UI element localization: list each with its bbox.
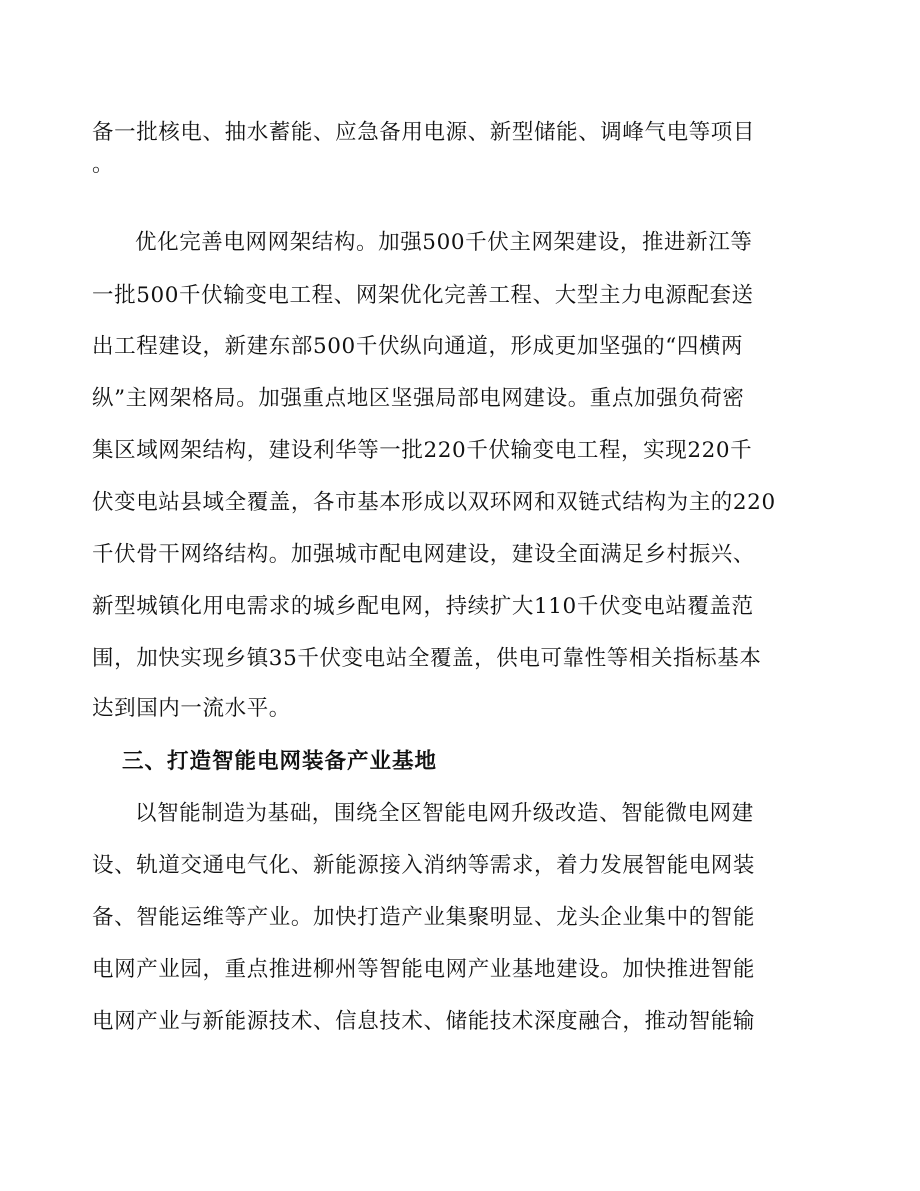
paragraph-line: 伏变电站县域全覆盖，各市基本形成以双环网和双链式结构为主的220 (92, 490, 776, 515)
paragraph-line: 一批500千伏输变电工程、网架优化完善工程、大型主力电源配套送 (92, 283, 754, 308)
paragraph-line: 纵”主网架格局。加强重点地区坚强局部电网建设。重点加强负荷密 (92, 386, 745, 411)
paragraph-line: 电网产业园，重点推进柳州等智能电网产业基地建设。加快推进智能 (92, 957, 756, 982)
paragraph-line: 达到国内一流水平。 (92, 696, 291, 721)
paragraph-line: 备一批核电、抽水蓄能、应急备用电源、新型储能、调峰气电等项目 (92, 120, 756, 145)
paragraph-line: 设、轨道交通电气化、新能源接入消纳等需求，着力发展智能电网装 (92, 853, 756, 878)
paragraph-line: 备、智能运维等产业。加快打造产业集聚明显、龙头企业集中的智能 (92, 905, 756, 930)
paragraph-line: 出工程建设，新建东部500千伏纵向通道，形成更加坚强的“四横两 (92, 334, 744, 359)
paragraph-line: 集区域网架结构，建设利华等一批220千伏输变电工程，实现220千 (92, 438, 753, 463)
paragraph-line: 新型城镇化用电需求的城乡配电网，持续扩大110千伏变电站覆盖范 (92, 594, 754, 619)
paragraph-line: 千伏骨干网络结构。加强城市配电网建设，建设全面满足乡村振兴、 (92, 542, 756, 567)
paragraph-line: 优化完善电网网架结构。加强500千伏主网架建设，推进新江等 (135, 230, 753, 255)
section-heading: 三、打造智能电网装备产业基地 (122, 749, 438, 774)
paragraph-line: 电网产业与新能源技术、信息技术、储能技术深度融合，推动智能输 (92, 1009, 756, 1034)
paragraph-line: 。 (92, 152, 115, 177)
paragraph-line: 围，加快实现乡镇35千伏变电站全覆盖，供电可靠性等相关指标基本 (92, 646, 762, 671)
paragraph-line: 以智能制造为基础，围绕全区智能电网升级改造、智能微电网建 (135, 801, 754, 826)
